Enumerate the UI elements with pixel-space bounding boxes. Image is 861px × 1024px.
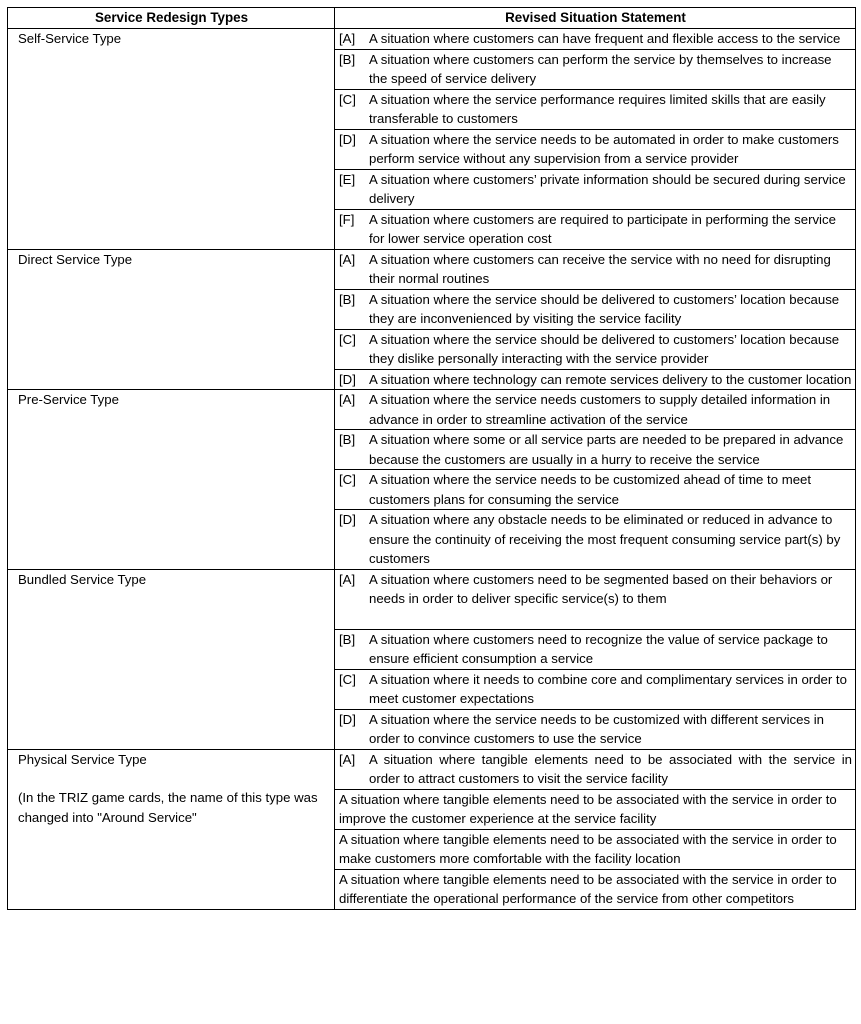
type-cell-pre-service: [8, 390, 335, 570]
statement-text: A situation where tangible elements need to be associated with the service in order to differentiate the operational performance of the service from other competitors: [339, 871, 837, 906]
statement-cell: [335, 89, 856, 129]
type-label: Pre-Service Type: [18, 392, 119, 407]
type-label: Bundled Service Type: [18, 571, 147, 587]
statement-text: A situation where the service needs to be customized ahead of time to meet customers plans for consuming the service: [369, 472, 812, 507]
type-cell-bundled-service: [8, 569, 335, 749]
service-redesign-table: [7, 7, 856, 910]
type-cell-physical-service: [8, 749, 335, 909]
statement-text: A situation where the service needs to be automated in order to make customers perform service without any supervision from a service provider: [369, 131, 839, 166]
statement-cell: [335, 129, 856, 169]
statement-cell: [335, 329, 856, 369]
statement-cell: [335, 209, 856, 249]
statement-text: A situation where some or all service parts are needed to be prepared in advance because the customers are usually in a hurry to receive the service: [369, 432, 844, 467]
statement-letter: [D]: [339, 711, 356, 727]
header-service-redesign-types: Service Redesign Types: [8, 8, 335, 29]
statement-cell: [335, 289, 856, 329]
type-cell-direct-service: [8, 249, 335, 390]
table-row: [8, 749, 856, 789]
statement-text: A situation where customers can perform the service by themselves to increase the speed of service delivery: [369, 51, 832, 86]
statement-text: A situation where tangible elements need to be associated with the service in order to attract customers to visit the service facility: [369, 751, 852, 786]
statement-text: A situation where customers can receive the service with no need for disrupting their normal routines: [369, 251, 831, 286]
statement-letter: [D]: [339, 371, 356, 387]
statement-text: A situation where tangible elements need to be associated with the service in order to improve the customer experience at the service facility: [339, 791, 837, 826]
statement-text: A situation where the service should be delivered to customers’ location because they dislike personally interacting with the service provider: [369, 331, 840, 366]
statement-letter: [D]: [339, 512, 356, 527]
statement-cell: [335, 430, 856, 470]
table-row: [8, 569, 856, 629]
statement-letter: [B]: [339, 51, 356, 67]
statement-cell: [335, 369, 856, 390]
statement-letter: [C]: [339, 91, 356, 107]
statement-cell: [335, 869, 856, 909]
statement-letter: [E]: [339, 171, 356, 187]
statement-letter: [B]: [339, 432, 356, 447]
statement-cell: [335, 29, 856, 50]
statement-letter: [A]: [339, 751, 356, 767]
statement-letter: [C]: [339, 671, 356, 687]
statement-text: A situation where the service should be delivered to customers’ location because they are inconvenienced by visiting the service facility: [369, 291, 840, 326]
statement-text: A situation where the service needs customers to supply detailed information in advance in order to streamline activation of the service: [369, 392, 831, 427]
table-row: [8, 29, 856, 50]
type-note: (In the TRIZ game cards, the name of this type was changed into "Around Service": [18, 790, 318, 825]
statement-letter: [A]: [339, 251, 356, 267]
type-label: Direct Service Type: [18, 251, 133, 267]
statement-cell: [335, 709, 856, 749]
statement-letter: [A]: [339, 571, 356, 587]
statement-cell: [335, 669, 856, 709]
statement-text: A situation where the service performance requires limited skills that are easily transferable to customers: [369, 91, 826, 126]
statement-letter: [B]: [339, 291, 356, 307]
statement-text: A situation where customers can have frequent and flexible access to the service: [369, 31, 841, 46]
statement-text: A situation where customers need to recognize the value of service package to ensure efficient consumption a service: [369, 631, 828, 666]
statement-letter: [C]: [339, 331, 356, 347]
type-cell-self-service: [8, 29, 335, 250]
table-row: [8, 249, 856, 289]
statement-text: A situation where technology can remote services delivery to the customer location: [369, 371, 852, 387]
statement-cell: [335, 629, 856, 669]
statement-cell: [335, 749, 856, 789]
statement-text: A situation where it needs to combine core and complimentary services in order to meet customer expectations: [369, 671, 847, 706]
statement-text: A situation where the service needs to be customized with different services in order to convince customers to use the service: [369, 711, 824, 746]
statement-text: A situation where tangible elements need to be associated with the service in order to make customers more comfortable with the facility location: [339, 831, 837, 866]
statement-text: A situation where customers are required to participate in performing the service for lower service operation cost: [369, 211, 836, 246]
statement-letter: [A]: [339, 31, 356, 46]
header-revised-situation-statement: Revised Situation Statement: [335, 8, 856, 29]
statement-letter: [C]: [339, 472, 356, 487]
statement-cell: [335, 249, 856, 289]
header-row: [8, 8, 856, 29]
table-row: [8, 390, 856, 430]
statement-letter: [A]: [339, 392, 356, 407]
statement-letter: [D]: [339, 131, 356, 147]
type-label: Self-Service Type: [18, 31, 122, 46]
statement-cell: [335, 390, 856, 430]
statement-text: A situation where customers’ private information should be secured during service delivery: [369, 171, 846, 206]
statement-cell: [335, 510, 856, 570]
statement-cell: [335, 169, 856, 209]
statement-text: A situation where any obstacle needs to be eliminated or reduced in advance to ensure the continuity of receiving the most frequent consuming service part(s) by customers: [369, 512, 841, 566]
statement-cell: [335, 49, 856, 89]
statement-letter: [B]: [339, 631, 356, 647]
statement-cell: [335, 569, 856, 629]
statement-cell: [335, 829, 856, 869]
statement-cell: [335, 470, 856, 510]
type-label: Physical Service Type: [18, 751, 147, 767]
statement-letter: [F]: [339, 211, 355, 227]
statement-cell: [335, 789, 856, 829]
statement-text: A situation where customers need to be segmented based on their behaviors or needs in order to deliver specific service(s) to them: [369, 571, 833, 606]
